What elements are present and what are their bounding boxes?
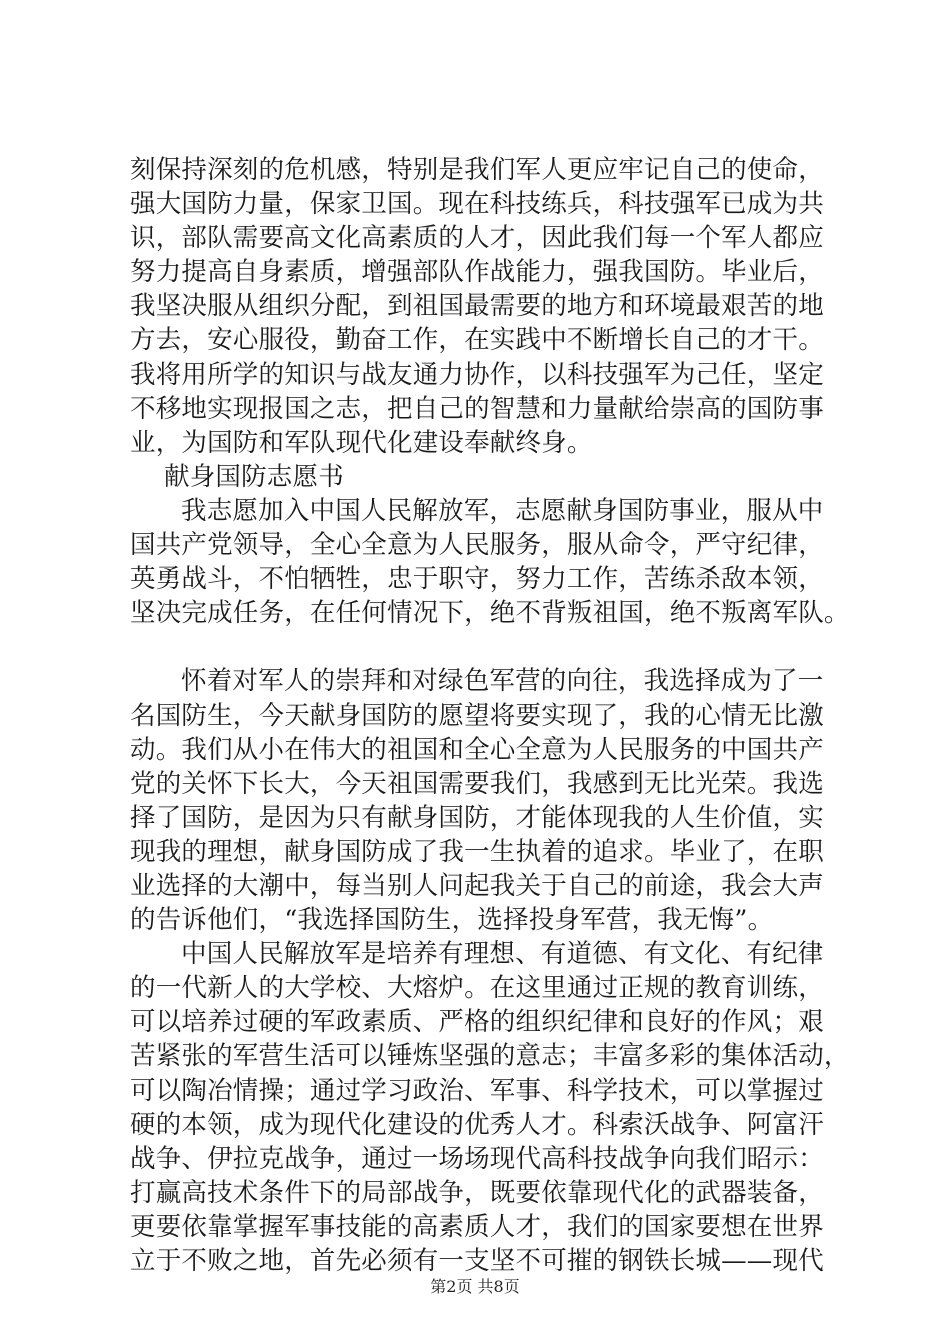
text-line: 识，部队需要高文化高素质的人才，因此我们每一个军人都应	[130, 223, 824, 254]
text-line: 的一代新人的大学校、大熔炉。在这里通过正规的教育训练，	[130, 973, 824, 1004]
text-line: 我将用所学的知识与战友通力协作，以科技强军为己任，坚定	[130, 359, 824, 390]
text-line: 强大国防力量，保家卫国。现在科技练兵，科技强军已成为共	[130, 189, 824, 220]
text-line: 苦紧张的军营生活可以锤炼坚强的意志；丰富多彩的集体活动，	[130, 1041, 850, 1072]
text-line: 坚决完成任务，在任何情况下，绝不背叛祖国，绝不叛离军队。	[130, 598, 850, 629]
text-line: 择了国防，是因为只有献身国防，才能体现我的人生价值，实	[130, 802, 824, 833]
paragraph-1	[130, 153, 830, 460]
text-line: 国共产党领导，全心全意为人民服务，服从命令，严守纪律，	[130, 530, 824, 561]
text-line: 的告诉他们，“我选择国防生，选择投身军营，我无悔”。	[130, 905, 774, 936]
text-line: 英勇战斗，不怕牺牲，忠于职守，努力工作，苦练杀敌本领，	[130, 564, 824, 595]
paragraph-gap	[130, 630, 830, 664]
text-line: 可以陶冶情操；通过学习政治、军事、科学技术，可以掌握过	[130, 1075, 824, 1106]
text-line: 刻保持深刻的危机感，特别是我们军人更应牢记自己的使命，	[130, 155, 824, 185]
text-line: 立于不败之地，首先必须有一支坚不可摧的钢铁长城——现代	[130, 1246, 824, 1276]
text-line: 业选择的大潮中，每当别人问起我关于自己的前途，我会大声	[130, 870, 824, 901]
text-line: 方去，安心服役，勤奋工作，在实践中不断增长自己的才干。	[130, 325, 824, 356]
section-title: 献身国防志愿书	[164, 461, 344, 492]
text-line: 党的关怀下长大，今天祖国需要我们，我感到无比光荣。我选	[130, 768, 824, 799]
text-line: 更要依靠掌握军事技能的高素质人才，我们的国家要想在世界	[130, 1211, 824, 1242]
text-line: 硬的本领，成为现代化建设的优秀人才。科索沃战争、阿富汗	[130, 1109, 824, 1140]
text-line: 不移地实现报国之志，把自己的智慧和力量献给崇高的国防事	[130, 393, 824, 424]
text-line: 努力提高自身素质，增强部队作战能力，强我国防。毕业后，	[130, 257, 824, 288]
text-line: 我志愿加入中国人民解放军，志愿献身国防事业，服从中	[181, 495, 824, 526]
paragraph-2	[130, 664, 830, 937]
text-line: 业，为国防和军队现代化建设奉献终身。	[130, 427, 593, 458]
oath-paragraph	[130, 494, 850, 630]
text-line: 名国防生，今天献身国防的愿望将要实现了，我的心情无比激	[130, 700, 824, 731]
text-line: 打赢高技术条件下的局部战争，既要依靠现代化的武器装备，	[130, 1177, 824, 1208]
document-body	[130, 153, 850, 1278]
paragraph-3	[130, 937, 850, 1278]
text-line: 中国人民解放军是培养有理想、有道德、有文化、有纪律	[181, 939, 824, 970]
page-number-footer: 第2页 共8页	[430, 1277, 520, 1296]
text-line: 怀着对军人的崇拜和对绿色军营的向往，我选择成为了一	[181, 666, 824, 697]
text-line: 我坚决服从组织分配，到祖国最需要的地方和环境最艰苦的地	[130, 291, 824, 322]
text-line: 可以培养过硬的军政素质、严格的组织纪律和良好的作风；艰	[130, 1007, 824, 1038]
text-line: 战争、伊拉克战争，通过一场场现代高科技战争向我们昭示：	[130, 1143, 824, 1174]
text-line: 现我的理想，献身国防成了我一生执着的追求。毕业了，在职	[130, 836, 824, 867]
text-line: 动。我们从小在伟大的祖国和全心全意为人民服务的中国共产	[130, 734, 824, 765]
